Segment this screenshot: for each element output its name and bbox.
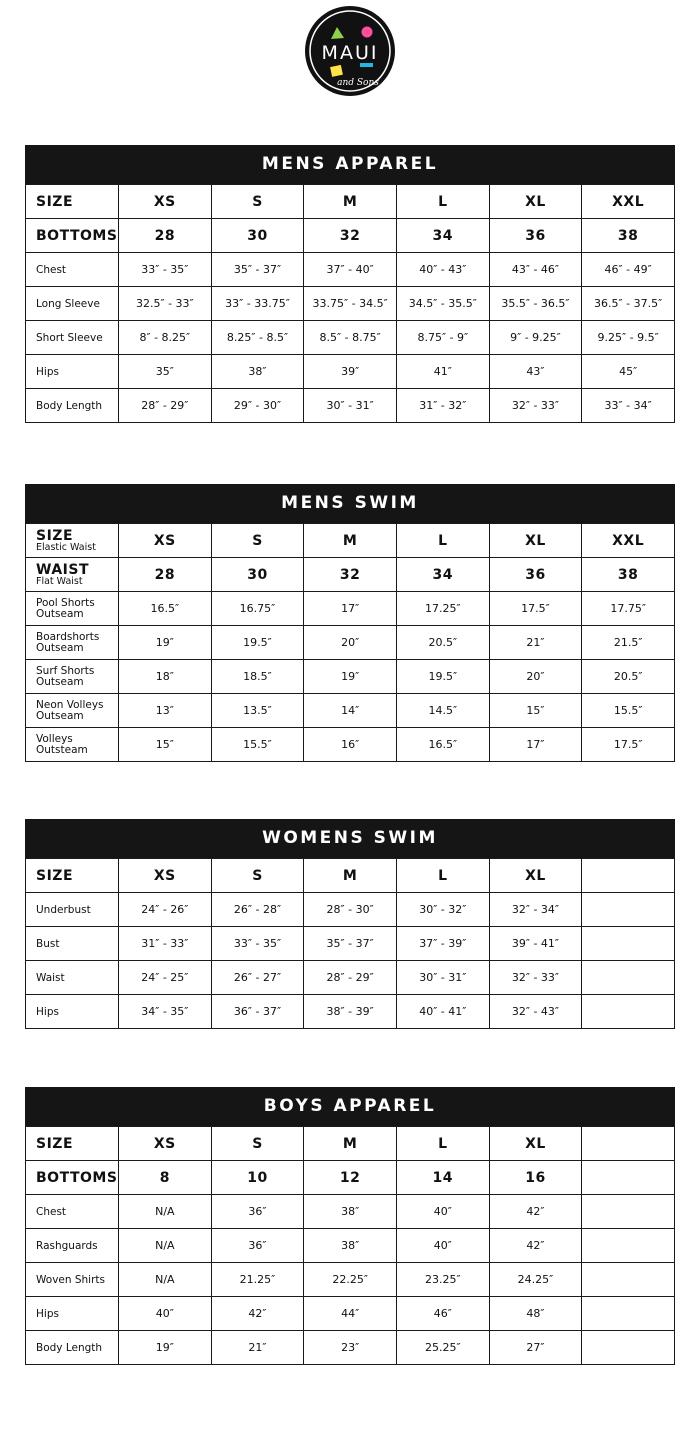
table-cell	[582, 1297, 675, 1331]
table-cell: 9.25″ - 9.5″	[582, 321, 675, 355]
table-cell: 33.75″ - 34.5″	[304, 287, 397, 321]
table-header-row	[26, 219, 675, 253]
table-cell: N/A	[119, 1195, 212, 1229]
table-cell: 18.5″	[211, 660, 304, 694]
table-cell: 16	[489, 1161, 582, 1195]
row-label: Waist	[26, 961, 119, 995]
row-label-sub: Flat Waist	[36, 575, 83, 587]
table-cell: 32	[304, 558, 397, 592]
table-cell: 18″	[119, 660, 212, 694]
table-row	[26, 1229, 675, 1263]
table-cell: 38	[582, 558, 675, 592]
table-cell: 21″	[211, 1331, 304, 1365]
table-cell: 42″	[489, 1195, 582, 1229]
table-cell: 20.5″	[582, 660, 675, 694]
table-row	[26, 321, 675, 355]
row-label-main: Surf Shorts	[36, 664, 95, 677]
row-label	[26, 660, 119, 694]
table-cell: 14.5″	[396, 694, 489, 728]
table-cell: 35″	[119, 355, 212, 389]
table-cell: 19″	[119, 1331, 212, 1365]
table-cell: 35″ - 37″	[211, 253, 304, 287]
section-title: MENS APPAREL	[25, 145, 675, 184]
table-cell	[582, 1263, 675, 1297]
table-cell	[582, 961, 675, 995]
table-cell: 32″ - 34″	[489, 893, 582, 927]
table-cell: 8″ - 8.25″	[119, 321, 212, 355]
table-cell: 19″	[304, 660, 397, 694]
table-cell: 38″	[304, 1229, 397, 1263]
table-cell: 41″	[396, 355, 489, 389]
table-cell: 24″ - 26″	[119, 893, 212, 927]
table-cell: 40″ - 41″	[396, 995, 489, 1029]
table-cell: XL	[489, 859, 582, 893]
table-cell	[582, 1229, 675, 1263]
table-cell: 42″	[211, 1297, 304, 1331]
table-cell: 8.75″ - 9″	[396, 321, 489, 355]
table-cell: 16.5″	[396, 728, 489, 762]
table-cell: 36	[489, 219, 582, 253]
table-cell	[582, 859, 675, 893]
table-cell: 13.5″	[211, 694, 304, 728]
table-cell: 15.5″	[211, 728, 304, 762]
table-cell: 24.25″	[489, 1263, 582, 1297]
table-cell	[582, 893, 675, 927]
table-cell: N/A	[119, 1229, 212, 1263]
table-cell: 15″	[119, 728, 212, 762]
table-cell: XS	[119, 185, 212, 219]
row-label	[26, 592, 119, 626]
table-cell	[582, 1161, 675, 1195]
table-cell: 8	[119, 1161, 212, 1195]
table-cell: 30	[211, 558, 304, 592]
table-cell: 17″	[304, 592, 397, 626]
table-cell: 27″	[489, 1331, 582, 1365]
table-cell: 36″	[211, 1229, 304, 1263]
table-cell: 40″	[396, 1229, 489, 1263]
row-label: Chest	[26, 1195, 119, 1229]
table-cell	[582, 1331, 675, 1365]
table-cell: 17.25″	[396, 592, 489, 626]
table-cell: 23.25″	[396, 1263, 489, 1297]
table-cell: 32.5″ - 33″	[119, 287, 212, 321]
table-cell: 39″	[304, 355, 397, 389]
row-label: Hips	[26, 995, 119, 1029]
table-row	[26, 995, 675, 1029]
row-label-main: Boardshorts	[36, 630, 100, 643]
table-cell: 33″ - 35″	[119, 253, 212, 287]
table-cell: 30″ - 31″	[396, 961, 489, 995]
table-cell: 36″ - 37″	[211, 995, 304, 1029]
table-cell: 21″	[489, 626, 582, 660]
table-cell: 8.25″ - 8.5″	[211, 321, 304, 355]
table-header-row	[26, 558, 675, 592]
table-cell: 21.25″	[211, 1263, 304, 1297]
table-cell: 28	[119, 219, 212, 253]
table-row	[26, 253, 675, 287]
table-cell: 34″ - 35″	[119, 995, 212, 1029]
table-header-row	[26, 1161, 675, 1195]
section-title: MENS SWIM	[25, 484, 675, 523]
table-cell: M	[304, 524, 397, 558]
table-cell: 15″	[489, 694, 582, 728]
table-cell: L	[396, 185, 489, 219]
table-cell: 30	[211, 219, 304, 253]
table-row	[26, 927, 675, 961]
table-cell: 26″ - 27″	[211, 961, 304, 995]
logo-wordmark: MAUI	[321, 42, 379, 64]
brand-logo	[304, 5, 396, 97]
row-label	[26, 558, 119, 592]
row-label: SIZE	[26, 1127, 119, 1161]
table-cell: L	[396, 524, 489, 558]
row-label: SIZE	[26, 859, 119, 893]
row-label: Woven Shirts	[26, 1263, 119, 1297]
row-label-sub: Outseam	[36, 641, 84, 654]
table-cell: 31″ - 33″	[119, 927, 212, 961]
table-header-row	[26, 185, 675, 219]
row-label-main: SIZE	[36, 527, 74, 544]
table-cell: 24″ - 25″	[119, 961, 212, 995]
size-table	[25, 523, 675, 762]
table-cell: 33″ - 34″	[582, 389, 675, 423]
row-label	[26, 694, 119, 728]
table-cell: 38″	[304, 1195, 397, 1229]
table-cell: 44″	[304, 1297, 397, 1331]
table-cell	[582, 995, 675, 1029]
table-header-row	[26, 1127, 675, 1161]
row-label: Long Sleeve	[26, 287, 119, 321]
table-cell: 32″ - 43″	[489, 995, 582, 1029]
table-row	[26, 961, 675, 995]
row-label: Body Length	[26, 1331, 119, 1365]
table-cell: 30″ - 32″	[396, 893, 489, 927]
row-label-main: Neon Volleys	[36, 698, 104, 711]
table-cell: 28	[119, 558, 212, 592]
row-label	[26, 728, 119, 762]
table-cell: 36.5″ - 37.5″	[582, 287, 675, 321]
table-row	[26, 1331, 675, 1365]
table-cell: XL	[489, 185, 582, 219]
table-cell: 46″ - 49″	[582, 253, 675, 287]
table-row	[26, 287, 675, 321]
section-boys-apparel	[25, 1087, 675, 1365]
table-cell: 37″ - 40″	[304, 253, 397, 287]
table-cell: 17.5″	[489, 592, 582, 626]
row-label: BOTTOMS	[26, 1161, 119, 1195]
table-cell: 46″	[396, 1297, 489, 1331]
table-cell: M	[304, 185, 397, 219]
row-label	[26, 626, 119, 660]
row-label	[26, 524, 119, 558]
table-cell: N/A	[119, 1263, 212, 1297]
table-cell: 19.5″	[211, 626, 304, 660]
table-cell: 16″	[304, 728, 397, 762]
row-label-sub: Outseam	[36, 675, 84, 688]
table-cell: XXL	[582, 524, 675, 558]
table-cell: 34	[396, 558, 489, 592]
table-cell: 38″	[211, 355, 304, 389]
table-row	[26, 1195, 675, 1229]
table-row	[26, 355, 675, 389]
table-cell: M	[304, 859, 397, 893]
table-cell: 34.5″ - 35.5″	[396, 287, 489, 321]
table-cell: 32″ - 33″	[489, 961, 582, 995]
table-cell: 28″ - 29″	[304, 961, 397, 995]
row-label: BOTTOMS	[26, 219, 119, 253]
table-cell: 10	[211, 1161, 304, 1195]
table-cell: 25.25″	[396, 1331, 489, 1365]
table-cell: 28″ - 29″	[119, 389, 212, 423]
table-cell: 34	[396, 219, 489, 253]
table-cell: 14″	[304, 694, 397, 728]
table-cell: XXL	[582, 185, 675, 219]
table-cell: L	[396, 859, 489, 893]
table-cell: 40″ - 43″	[396, 253, 489, 287]
table-cell: 19.5″	[396, 660, 489, 694]
row-label-sub: Elastic Waist	[36, 541, 96, 553]
table-cell: 26″ - 28″	[211, 893, 304, 927]
row-label: SIZE	[26, 185, 119, 219]
table-header-row	[26, 859, 675, 893]
row-label: Body Length	[26, 389, 119, 423]
table-cell: 30″ - 31″	[304, 389, 397, 423]
table-cell: 36″	[211, 1195, 304, 1229]
table-cell: 35.5″ - 36.5″	[489, 287, 582, 321]
table-cell: 9″ - 9.25″	[489, 321, 582, 355]
table-cell: 28″ - 30″	[304, 893, 397, 927]
table-cell: 12	[304, 1161, 397, 1195]
table-cell: 32″ - 33″	[489, 389, 582, 423]
table-cell: 38	[582, 219, 675, 253]
logo-subtext: and Sons	[337, 78, 379, 88]
table-cell: 39″ - 41″	[489, 927, 582, 961]
table-row	[26, 592, 675, 626]
table-cell: 40″	[119, 1297, 212, 1331]
table-cell: 31″ - 32″	[396, 389, 489, 423]
size-table	[25, 1126, 675, 1365]
table-cell: 19″	[119, 626, 212, 660]
table-row	[26, 728, 675, 762]
table-cell: 36	[489, 558, 582, 592]
table-row	[26, 893, 675, 927]
table-cell: 40″	[396, 1195, 489, 1229]
row-label: Chest	[26, 253, 119, 287]
table-cell: M	[304, 1127, 397, 1161]
table-cell: 35″ - 37″	[304, 927, 397, 961]
table-cell: 20″	[489, 660, 582, 694]
table-row	[26, 694, 675, 728]
section-mens-apparel	[25, 145, 675, 423]
table-cell: XL	[489, 524, 582, 558]
table-cell: 22.25″	[304, 1263, 397, 1297]
row-label: Hips	[26, 355, 119, 389]
table-cell: 8.5″ - 8.75″	[304, 321, 397, 355]
table-cell: 43″ - 46″	[489, 253, 582, 287]
table-cell: 16.5″	[119, 592, 212, 626]
section-title: BOYS APPAREL	[25, 1087, 675, 1126]
table-row	[26, 389, 675, 423]
table-cell: S	[211, 1127, 304, 1161]
table-cell: 29″ - 30″	[211, 389, 304, 423]
row-label-sub: Outseam	[36, 709, 84, 722]
section-title: WOMENS SWIM	[25, 819, 675, 858]
row-label: Rashguards	[26, 1229, 119, 1263]
table-cell: 17.5″	[582, 728, 675, 762]
table-cell: L	[396, 1127, 489, 1161]
table-cell: S	[211, 859, 304, 893]
table-cell: 33″ - 33.75″	[211, 287, 304, 321]
table-cell: 23″	[304, 1331, 397, 1365]
table-cell: XS	[119, 859, 212, 893]
row-label-main: Volleys	[36, 732, 73, 745]
section-womens-swim	[25, 819, 675, 1029]
table-cell: 17.75″	[582, 592, 675, 626]
table-row	[26, 1297, 675, 1331]
table-cell	[582, 1127, 675, 1161]
table-cell: 42″	[489, 1229, 582, 1263]
table-cell: 33″ - 35″	[211, 927, 304, 961]
table-cell: 14	[396, 1161, 489, 1195]
table-cell: XS	[119, 1127, 212, 1161]
table-cell: 38″ - 39″	[304, 995, 397, 1029]
table-cell: 20″	[304, 626, 397, 660]
table-header-row	[26, 524, 675, 558]
table-row	[26, 1263, 675, 1297]
table-cell: 16.75″	[211, 592, 304, 626]
table-cell: XS	[119, 524, 212, 558]
table-cell: 37″ - 39″	[396, 927, 489, 961]
table-cell: 17″	[489, 728, 582, 762]
table-cell	[582, 1195, 675, 1229]
table-cell: 48″	[489, 1297, 582, 1331]
row-label-main: Pool Shorts	[36, 596, 95, 609]
size-table	[25, 184, 675, 423]
table-cell: 21.5″	[582, 626, 675, 660]
table-cell: 32	[304, 219, 397, 253]
row-label: Short Sleeve	[26, 321, 119, 355]
table-cell: XL	[489, 1127, 582, 1161]
table-cell: 20.5″	[396, 626, 489, 660]
row-label: Hips	[26, 1297, 119, 1331]
row-label-sub: Outsteam	[36, 743, 88, 756]
size-table	[25, 858, 675, 1029]
row-label-sub: Outseam	[36, 607, 84, 620]
table-cell	[582, 927, 675, 961]
table-cell: S	[211, 524, 304, 558]
table-row	[26, 626, 675, 660]
row-label: Bust	[26, 927, 119, 961]
row-label: Underbust	[26, 893, 119, 927]
section-mens-swim	[25, 484, 675, 762]
table-cell: 13″	[119, 694, 212, 728]
row-label-main: WAIST	[36, 561, 89, 578]
table-cell: 15.5″	[582, 694, 675, 728]
table-cell: 43″	[489, 355, 582, 389]
table-cell: S	[211, 185, 304, 219]
table-row	[26, 660, 675, 694]
table-cell: 45″	[582, 355, 675, 389]
